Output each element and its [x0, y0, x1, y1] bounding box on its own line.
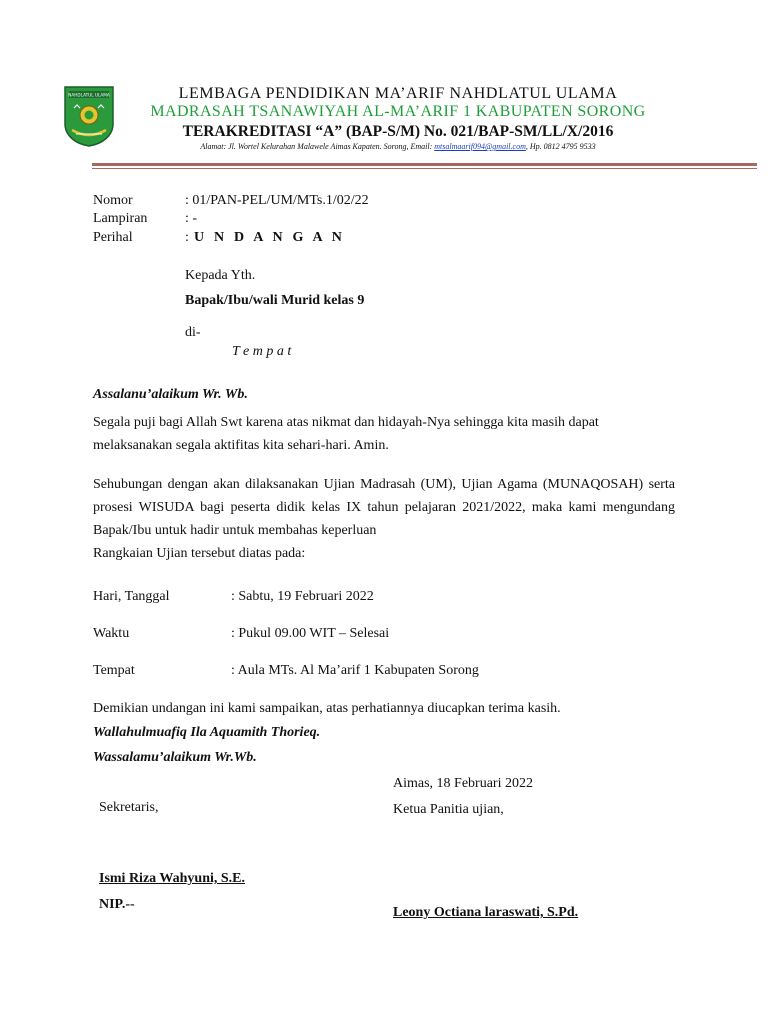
address-text: Alamat: Jl. Wortel Kelurahan Malawele Aimas Kapaten. Sorong, Email:	[200, 142, 435, 151]
hari-label: Hari, Tanggal	[93, 589, 170, 604]
paragraph-invitation-line2: (MUNAQOSAH) serta prosesi WISUDA bagi peserta didik kelas IX tahun pelajaran	[93, 477, 675, 515]
chair-role: Ketua Panitia ujian,	[393, 802, 504, 817]
salam-opening: Assalanu’alaikum Wr. Wb.	[93, 387, 248, 402]
paragraph-invitation	[93, 473, 675, 565]
paragraph-invitation-line1: Sehubungan dengan akan dilaksanakan Ujian Madrasah (UM), Ujian Agama	[93, 477, 538, 492]
secretary-role: Sekretaris,	[99, 800, 159, 815]
letterhead-rule-thick	[92, 163, 757, 166]
place-date: Aimas, 18 Februari 2022	[393, 776, 533, 791]
recipient-name: Bapak/Ibu/wali Murid kelas 9	[185, 293, 365, 308]
letterhead-school: MADRASAH TSANAWIYAH AL-MA’ARIF 1 KABUPATEN SORONG	[150, 103, 646, 120]
perihal-label: Perihal	[93, 230, 133, 245]
nomor-value: : 01/PAN-PEL/UM/MTs.1/02/22	[185, 193, 369, 208]
letterhead-accreditation: TERAKREDITASI “A” (BAP-S/M) No. 021/BAP-SM/LL/X/2016	[182, 123, 614, 140]
paragraph-invitation-line4: Rangkaian Ujian tersebut diatas pada:	[93, 546, 306, 561]
tempat-value: : Aula MTs. Al Ma’arif 1 Kabupaten Sorong	[231, 663, 479, 678]
paragraph-opening	[93, 411, 675, 457]
phone-text: , Hp. 0812 4795 9533	[525, 142, 596, 151]
waktu-label: Waktu	[93, 626, 130, 641]
kepada-yth: Kepada Yth.	[185, 268, 256, 283]
paragraph-invitation-line3: 2021/2022, maka kami mengundang Bapak/Ibu untuk hadir untuk membahas keperluan	[93, 500, 676, 538]
waktu-value: : Pukul 09.00 WIT – Selesai	[231, 626, 390, 641]
secretary-nip: NIP.--	[99, 897, 135, 912]
paragraph-opening-line1: Segala puji bagi Allah Swt karena atas nikmat dan hidayah-Nya sehingga kita masih dapat	[93, 415, 599, 430]
chair-name: Leony Octiana laraswati, S.Pd.	[393, 905, 579, 920]
tempat-label: Tempat	[93, 663, 135, 678]
perihal-colon: :	[185, 230, 189, 245]
letterhead-rule-thin	[92, 168, 757, 169]
recipient-di: di-	[185, 325, 201, 340]
letterhead-address	[0, 142, 768, 151]
lampiran-label: Lampiran	[93, 211, 148, 226]
paragraph-opening-line2: melaksanakan segala aktifitas kita sehari-hari. Amin.	[93, 438, 389, 453]
perihal-value: U N D A N G A N	[194, 230, 346, 245]
recipient-tempat: T e m p a t	[232, 344, 292, 359]
closing-wassalam: Wassalamu’alaikum Wr.Wb.	[93, 750, 257, 765]
letterhead-institution: LEMBAGA PENDIDIKAN MA’ARIF NAHDLATUL ULAMA	[178, 85, 618, 102]
lampiran-value: : -	[185, 211, 198, 226]
email-link[interactable]: mtsalmaarif094@gmail.com	[434, 142, 526, 151]
svg-text:NAHDLATUL ULAMA: NAHDLATUL ULAMA	[68, 92, 110, 98]
hari-value: : Sabtu, 19 Februari 2022	[231, 589, 374, 604]
secretary-name: Ismi Riza Wahyuni, S.E.	[99, 871, 246, 886]
closing-wallahul: Wallahulmuafiq Ila Aquamith Thorieq.	[93, 725, 321, 740]
nomor-label: Nomor	[93, 193, 133, 208]
closing-demikian: Demikian undangan ini kami sampaikan, atas perhatiannya diucapkan terima kasih.	[93, 701, 561, 716]
